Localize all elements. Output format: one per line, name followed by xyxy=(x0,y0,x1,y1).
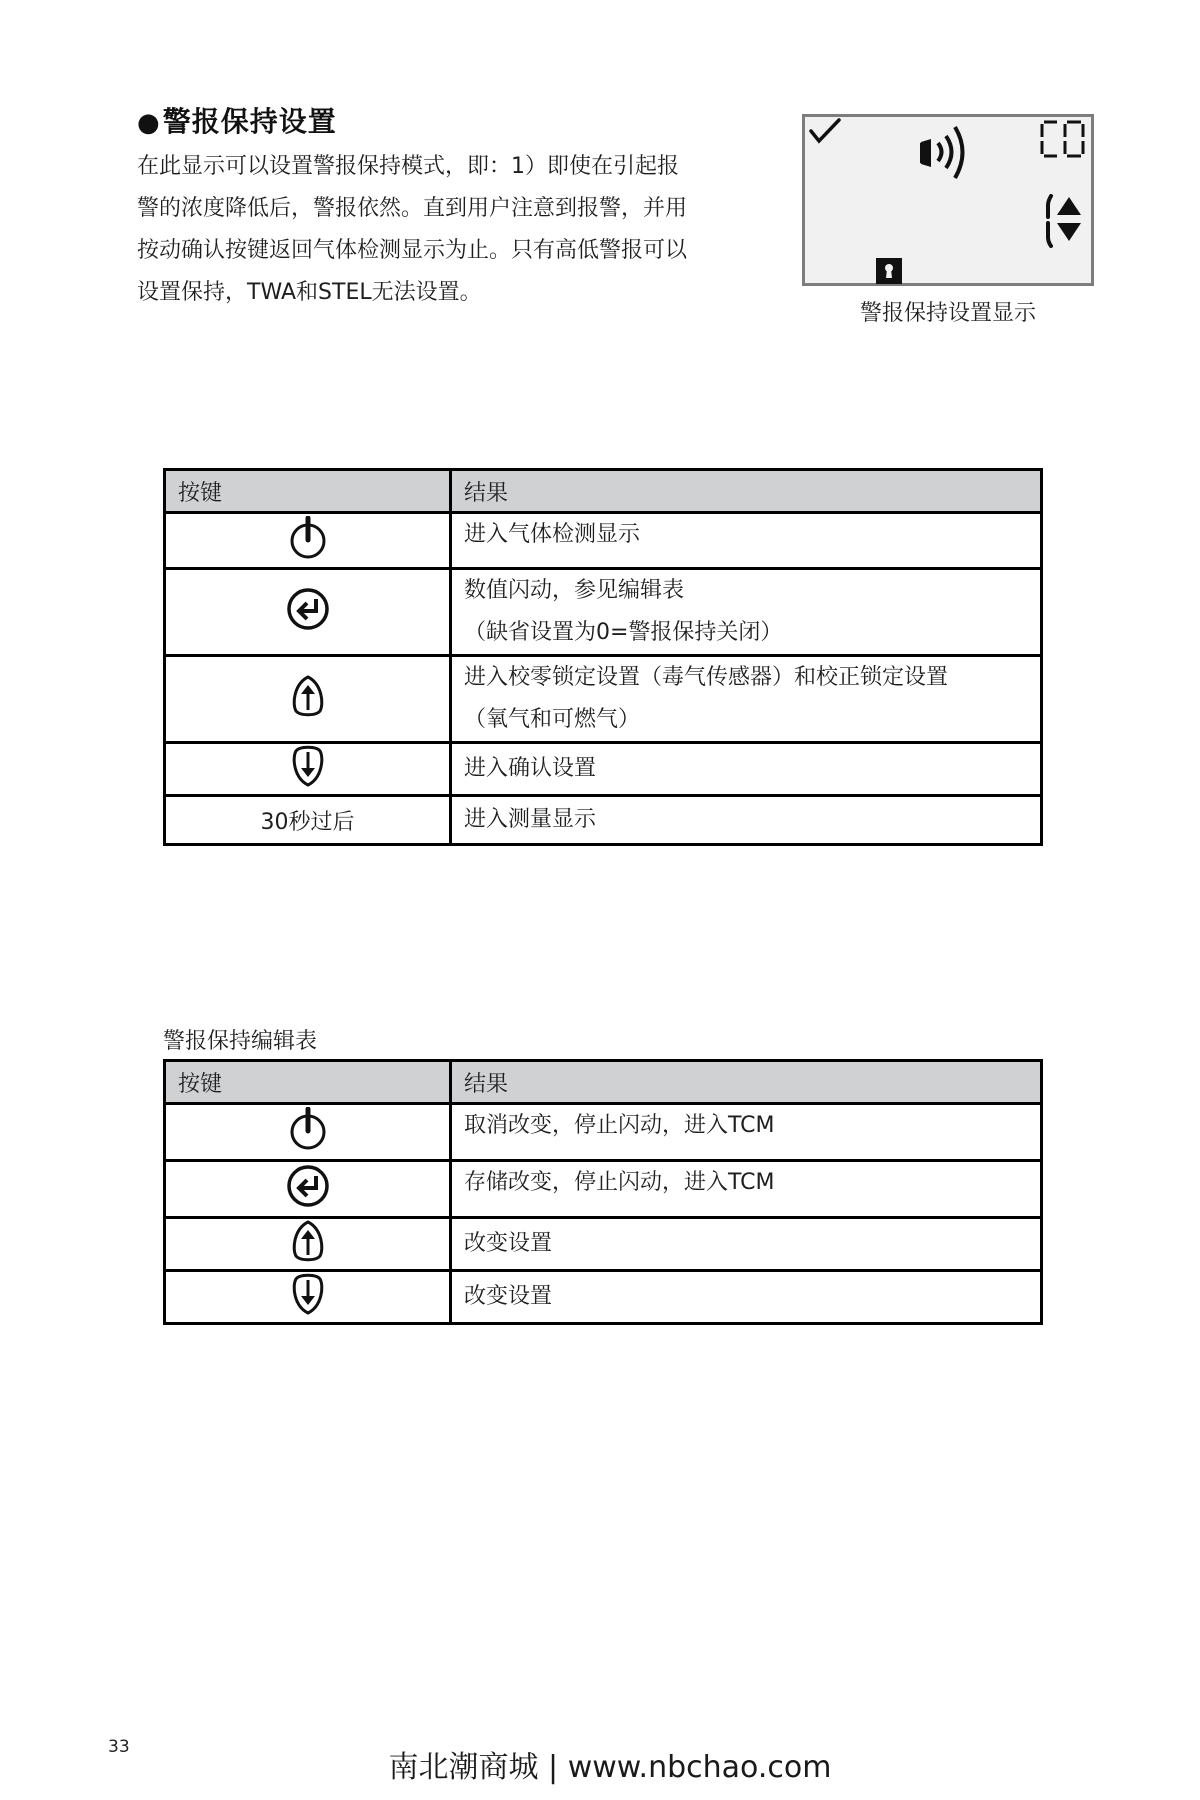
key-cell xyxy=(165,743,451,796)
up-arrow-button-icon xyxy=(288,674,328,724)
result-cell: 进入确认设置 xyxy=(451,743,1042,796)
key-cell xyxy=(165,1161,451,1218)
power-button-icon xyxy=(288,516,328,566)
key-function-table xyxy=(163,468,1043,846)
intro-paragraph xyxy=(137,146,757,314)
key-cell xyxy=(165,513,451,569)
header-result: 结果 xyxy=(451,470,1042,513)
edit-table-caption: 警报保持编辑表 xyxy=(163,1029,318,1054)
result-cell: 存储改变，停止闪动，进入TCM xyxy=(451,1161,1042,1218)
result-cell: 进入气体检测显示 xyxy=(451,513,1042,569)
speaker-alarm-icon xyxy=(918,123,974,185)
result-cell: 改变设置 xyxy=(451,1218,1042,1271)
header-key: 按键 xyxy=(165,1061,451,1104)
key-cell xyxy=(165,1218,451,1271)
result-cell: 改变设置 xyxy=(451,1271,1042,1324)
result-cell: 数值闪动，参见编辑表 （缺省设置为0=警报保持关闭） xyxy=(451,569,1042,656)
table-row xyxy=(165,743,1042,796)
result-cell: 进入校零锁定设置（毒气传感器）和校正锁定设置 （氧气和可燃气） xyxy=(451,656,1042,743)
section-title-text: 警报保持设置 xyxy=(162,105,337,138)
table-row xyxy=(165,1218,1042,1271)
header-key: 按键 xyxy=(165,470,451,513)
up-arrow-button-icon xyxy=(288,1219,328,1269)
page-number: 33 xyxy=(108,1737,130,1757)
header-result: 结果 xyxy=(451,1061,1042,1104)
table-row xyxy=(165,796,1042,845)
lcd-caption: 警报保持设置显示 xyxy=(859,301,1036,326)
table-row xyxy=(165,1271,1042,1324)
check-icon xyxy=(809,117,843,151)
enter-button-icon xyxy=(286,1164,330,1214)
down-arrow-button-icon xyxy=(288,744,328,794)
key-cell: 30秒过后 xyxy=(165,796,451,845)
table-row xyxy=(165,656,1042,743)
table-row xyxy=(165,513,1042,569)
down-arrow-button-icon xyxy=(288,1272,328,1322)
enter-button-icon xyxy=(286,587,330,637)
table-row xyxy=(165,569,1042,656)
power-button-icon xyxy=(288,1107,328,1157)
key-cell xyxy=(165,569,451,656)
footer-brand-link[interactable]: 南北潮商城 | www.nbchao.com xyxy=(388,1750,832,1785)
table-row xyxy=(165,1104,1042,1161)
intro-line: 在此显示可以设置警报保持模式，即：1）即使在引起报 xyxy=(137,154,679,179)
result-cell: 取消改变，停止闪动，进入TCM xyxy=(451,1104,1042,1161)
section-title xyxy=(137,100,337,140)
lcd-display xyxy=(802,114,1094,286)
gas-type-label xyxy=(1039,119,1087,163)
key-cell xyxy=(165,1271,451,1324)
bullet-icon: ● xyxy=(137,108,161,138)
key-cell xyxy=(165,1104,451,1161)
intro-line: 按动确认按键返回气体检测显示为止。只有高低警报可以 xyxy=(137,238,688,263)
result-cell: 进入测量显示 xyxy=(451,796,1042,845)
up-down-arrows-icon xyxy=(1045,191,1085,255)
table-row xyxy=(165,1161,1042,1218)
intro-line: 警的浓度降低后，警报依然。直到用户注意到报警，并用 xyxy=(137,196,688,221)
lock-icon xyxy=(876,258,902,288)
edit-table xyxy=(163,1059,1043,1325)
key-cell xyxy=(165,656,451,743)
intro-line: 设置保持，TWA和STEL无法设置。 xyxy=(137,280,482,305)
